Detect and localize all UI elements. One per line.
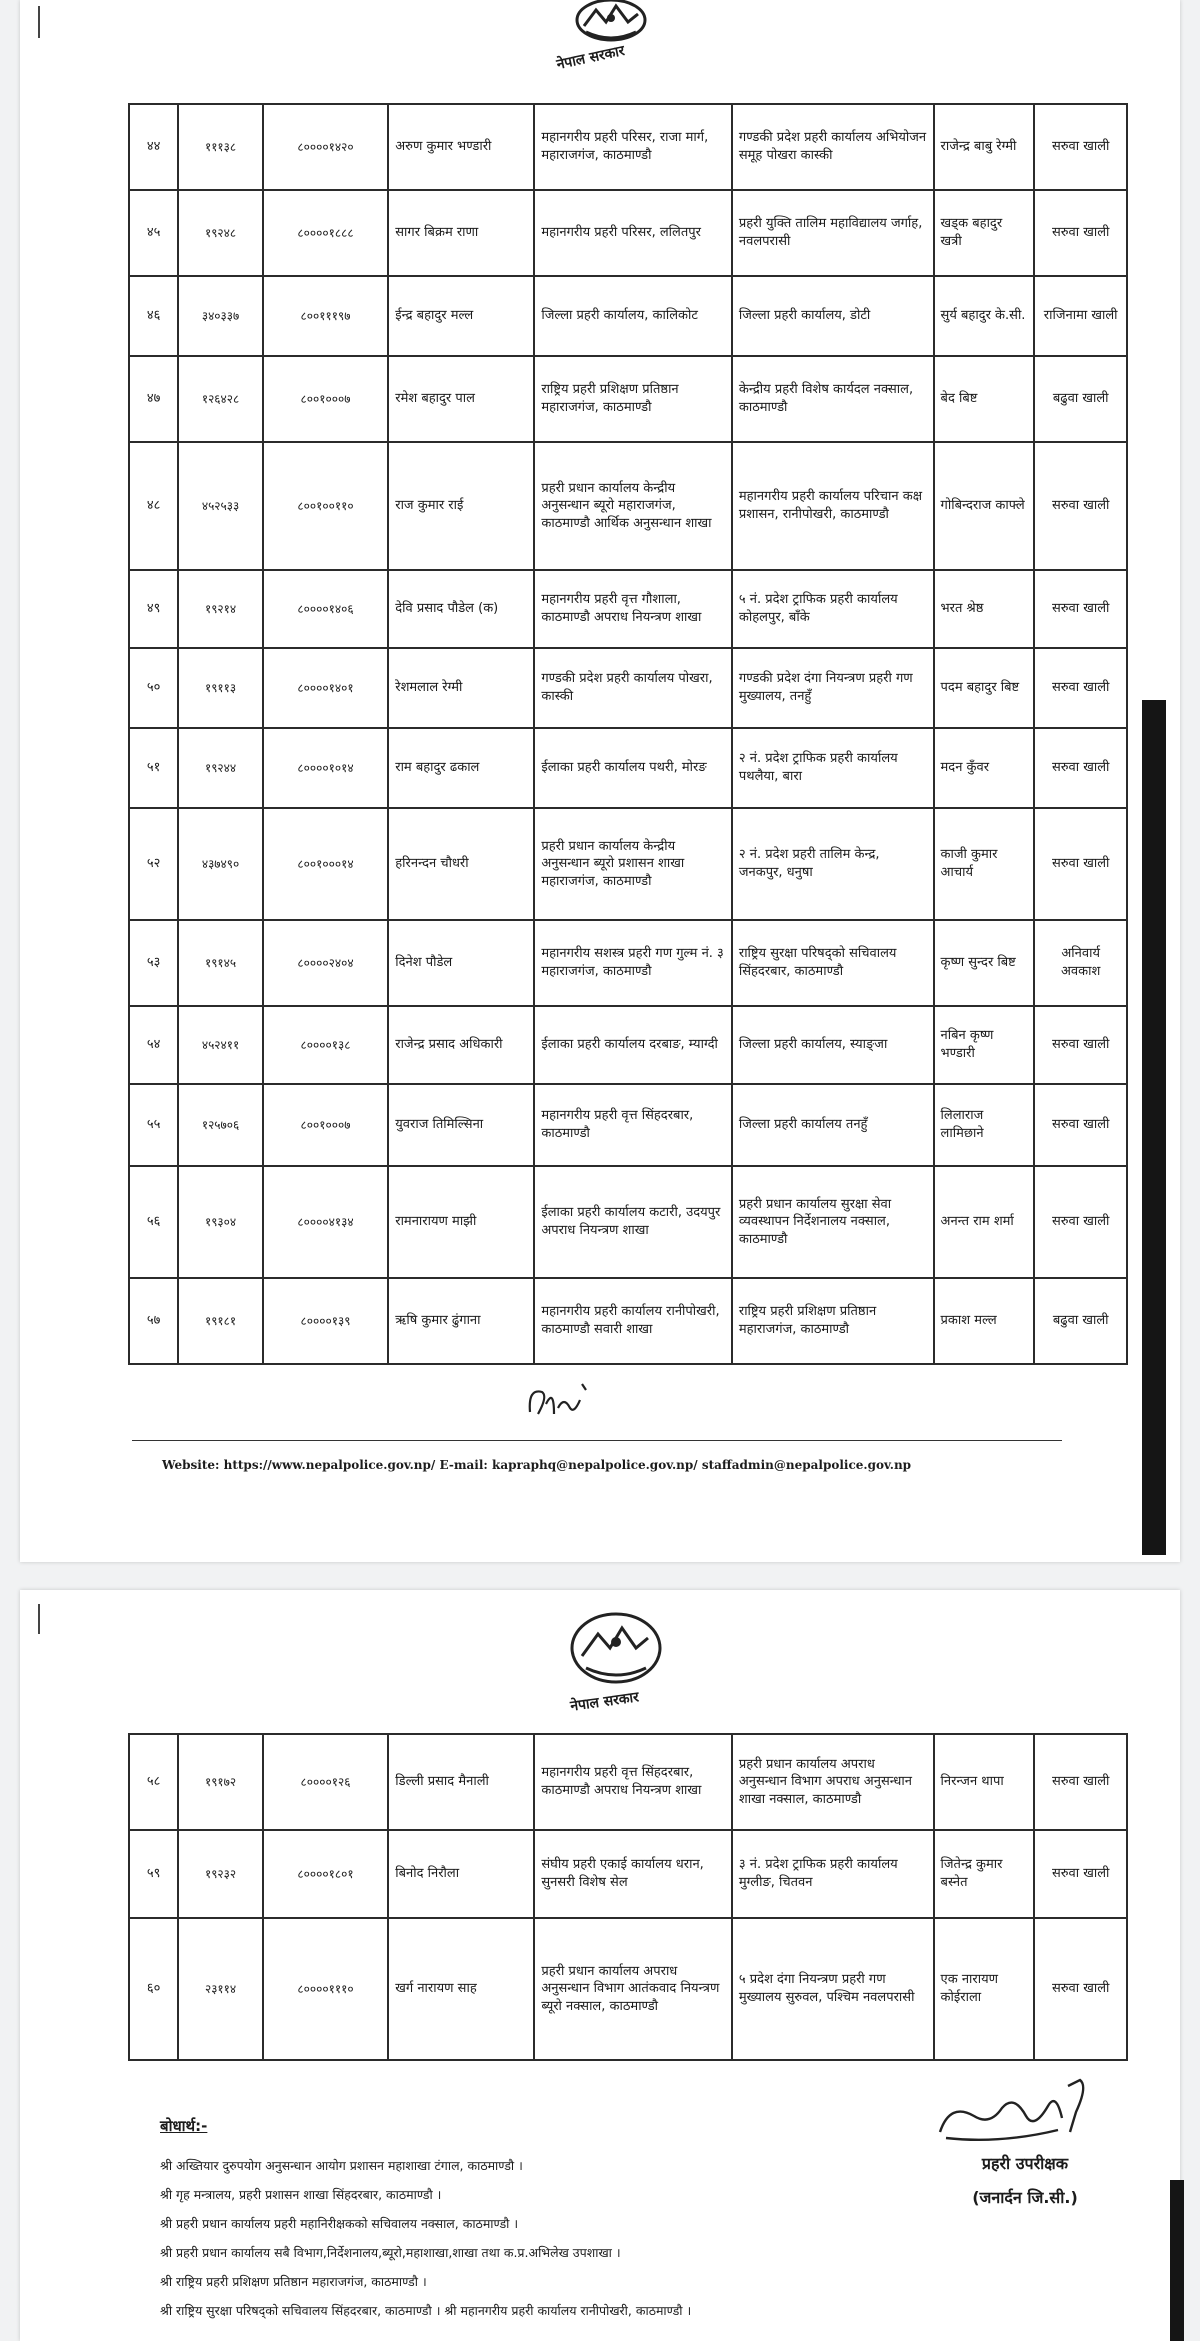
police-id-cell: १९३०४ [178, 1166, 262, 1278]
officer-name-cell: देवि प्रसाद पौडेल (क) [388, 570, 534, 648]
remark-cell: अनिवार्य अवकाश [1034, 920, 1127, 1006]
replaced-officer-cell: जितेन्द्र कुमार बस्नेत [934, 1830, 1035, 1918]
police-id-cell: १९२१४ [178, 570, 262, 648]
serial-number-cell: ५१ [129, 728, 178, 808]
new-office-cell: गण्डकी प्रदेश प्रहरी कार्यालय अभियोजन समूह पोखरा कास्की [732, 104, 934, 190]
table-row [129, 104, 1127, 190]
remark-cell: सरुवा खाली [1034, 190, 1127, 276]
transfer-table-page-2 [128, 1733, 1128, 2061]
officer-name-cell: हरिनन्दन चौधरी [388, 808, 534, 920]
officer-name-cell: बिनोद निरौला [388, 1830, 534, 1918]
replaced-officer-cell: भरत श्रेष्ठ [934, 570, 1035, 648]
current-office-cell: महानगरीय प्रहरी वृत्त सिंहदरबार, काठमाण्डौ अपराध नियन्त्रण शाखा [534, 1734, 732, 1830]
table-row [129, 1278, 1127, 1364]
seal-caption: नेपाल सरकार [569, 1689, 640, 1715]
table-body [129, 1734, 1127, 2060]
police-id-cell: १९१७२ [178, 1734, 262, 1830]
remark-cell: सरुवा खाली [1034, 1166, 1127, 1278]
police-id-cell: १९१४५ [178, 920, 262, 1006]
remark-cell: सरुवा खाली [1034, 1830, 1127, 1918]
replaced-officer-cell: लिलाराज लामिछाने [934, 1084, 1035, 1166]
current-office-cell: प्रहरी प्रधान कार्यालय अपराध अनुसन्धान विभाग आतंकवाद नियन्त्रण ब्यूरो नक्साल, काठमाण्डौ [534, 1918, 732, 2060]
police-id-cell: ४३७४९० [178, 808, 262, 920]
personnel-code-cell: ८००००१११० [263, 1918, 389, 2060]
new-office-cell: गण्डकी प्रदेश दंगा नियन्त्रण प्रहरी गण मुख्यालय, तनहुँ [732, 648, 934, 728]
table-row [129, 1734, 1127, 1830]
officer-name-cell: अरुण कुमार भण्डारी [388, 104, 534, 190]
footer-contact: Website: https://www.nepalpolice.gov.np/ E-mail: kapraphq@nepalpolice.gov.np/ staffadmin@nepalpolice.gov.np [162, 1458, 912, 1472]
officer-name-cell: राज कुमार राई [388, 442, 534, 570]
personnel-code-cell: ८००००१८८८ [263, 190, 389, 276]
page-edge-mark [38, 1604, 40, 1634]
signatory-title: प्रहरी उपरीक्षक [981, 2154, 1069, 2173]
remark-cell: सरुवा खाली [1034, 1084, 1127, 1166]
personnel-code-cell: ८००००१४२० [263, 104, 389, 190]
remark-cell: सरुवा खाली [1034, 808, 1127, 920]
new-office-cell: जिल्ला प्रहरी कार्यालय, डोटी [732, 276, 934, 356]
transfer-table-page-1 [128, 103, 1128, 1365]
serial-number-cell: ५३ [129, 920, 178, 1006]
current-office-cell: संघीय प्रहरी एकाई कार्यालय धरान, सुनसरी विशेष सेल [534, 1830, 732, 1918]
current-office-cell: ईलाका प्रहरी कार्यालय कटारी, उदयपुर अपराध नियन्त्रण शाखा [534, 1166, 732, 1278]
replaced-officer-cell: गोबिन्दराज काफ्ले [934, 442, 1035, 570]
remark-cell: सरुवा खाली [1034, 648, 1127, 728]
new-office-cell: ५ प्रदेश दंगा नियन्त्रण प्रहरी गण मुख्यालय सुरुवल, पश्चिम नवलपरासी [732, 1918, 934, 2060]
police-id-cell: ४५२४११ [178, 1006, 262, 1084]
remark-cell: सरुवा खाली [1034, 442, 1127, 570]
personnel-code-cell: ८००००१२६ [263, 1734, 389, 1830]
page-edge-mark [38, 6, 40, 38]
personnel-code-cell: ८००००१४०१ [263, 648, 389, 728]
remark-cell: बढुवा खाली [1034, 1278, 1127, 1364]
replaced-officer-cell: काजी कुमार आचार्य [934, 808, 1035, 920]
current-office-cell: महानगरीय प्रहरी वृत्त गौशाला, काठमाण्डौ अपराध नियन्त्रण शाखा [534, 570, 732, 648]
remark-cell: राजिनामा खाली [1034, 276, 1127, 356]
police-id-cell: १९२४८ [178, 190, 262, 276]
officer-name-cell: सागर बिक्रम राणा [388, 190, 534, 276]
replaced-officer-cell: अनन्त राम शर्मा [934, 1166, 1035, 1278]
personnel-code-cell: ८००१०००१४ [263, 808, 389, 920]
serial-number-cell: ४५ [129, 190, 178, 276]
new-office-cell: केन्द्रीय प्रहरी विशेष कार्यदल नक्साल, काठमाण्डौ [732, 356, 934, 442]
current-office-cell: महानगरीय प्रहरी परिसर, ललितपुर [534, 190, 732, 276]
table-row [129, 920, 1127, 1006]
new-office-cell: २ नं. प्रदेश ट्राफिक प्रहरी कार्यालय पथलैया, बारा [732, 728, 934, 808]
serial-number-cell: ४४ [129, 104, 178, 190]
serial-number-cell: ५४ [129, 1006, 178, 1084]
signatory-name: (जनार्दन जि.सी.) [972, 2188, 1078, 2207]
police-id-cell: ३४०३३७ [178, 276, 262, 356]
new-office-cell: प्रहरी युक्ति तालिम महाविद्यालय जर्गाह, नवलपरासी [732, 190, 934, 276]
officer-name-cell: डिल्ली प्रसाद मैनाली [388, 1734, 534, 1830]
police-id-cell: ४५२५३३ [178, 442, 262, 570]
police-id-cell: १११३८ [178, 104, 262, 190]
personnel-code-cell: ८००००१०१४ [263, 728, 389, 808]
current-office-cell: ईलाका प्रहरी कार्यालय पथरी, मोरङ [534, 728, 732, 808]
officer-signature [930, 2072, 1100, 2152]
officer-name-cell: रमेश बहादुर पाल [388, 356, 534, 442]
current-office-cell: महानगरीय प्रहरी कार्यालय रानीपोखरी, काठमाण्डौ सवारी शाखा [534, 1278, 732, 1364]
new-office-cell: महानगरीय प्रहरी कार्यालय परिचान कक्ष प्रशासन, रानीपोखरी, काठमाण्डौ [732, 442, 934, 570]
serial-number-cell: ५२ [129, 808, 178, 920]
replaced-officer-cell: निरन्जन थापा [934, 1734, 1035, 1830]
table-row [129, 356, 1127, 442]
table-row [129, 1166, 1127, 1278]
current-office-cell: महानगरीय सशस्त्र प्रहरी गण गुल्म नं. ३ महाराजगंज, काठमाण्डौ [534, 920, 732, 1006]
personnel-code-cell: ८००१११९७ [263, 276, 389, 356]
personnel-code-cell: ८००००१३८ [263, 1006, 389, 1084]
serial-number-cell: ४७ [129, 356, 178, 442]
new-office-cell: राष्ट्रिय सुरक्षा परिषद्को सचिवालय सिंहदरबार, काठमाण्डौ [732, 920, 934, 1006]
table-body [129, 104, 1127, 1364]
police-id-cell: १९११३ [178, 648, 262, 728]
remark-cell: बढुवा खाली [1034, 356, 1127, 442]
personnel-code-cell: ८००००२४०४ [263, 920, 389, 1006]
officer-name-cell: ईन्द्र बहादुर मल्ल [388, 276, 534, 356]
personnel-code-cell: ८००१००११० [263, 442, 389, 570]
remark-cell: सरुवा खाली [1034, 1006, 1127, 1084]
table-row [129, 570, 1127, 648]
table-row [129, 1084, 1127, 1166]
table-row [129, 808, 1127, 920]
officer-name-cell: ऋषि कुमार ढुंगाना [388, 1278, 534, 1364]
current-office-cell: गण्डकी प्रदेश प्रहरी कार्यालय पोखरा, कास्की [534, 648, 732, 728]
police-id-cell: १२६४२८ [178, 356, 262, 442]
police-id-cell: १९२४४ [178, 728, 262, 808]
replaced-officer-cell: प्रकाश मल्ल [934, 1278, 1035, 1364]
table-row [129, 1006, 1127, 1084]
scan-edge-shadow [1170, 2180, 1184, 2341]
cc-recipient: श्री राष्ट्रिय प्रहरी प्रशिक्षण प्रतिष्ठान महाराजगंज, काठमाण्डौ । [160, 2274, 427, 2289]
personnel-code-cell: ८००००१४०६ [263, 570, 389, 648]
new-office-cell: जिल्ला प्रहरी कार्यालय, स्याङ्जा [732, 1006, 934, 1084]
cc-recipient: श्री गृह मन्त्रालय, प्रहरी प्रशासन शाखा सिंहदरबार, काठमाण्डौ । [160, 2187, 442, 2202]
cc-recipient: श्री अख्तियार दुरुपयोग अनुसन्धान आयोग प्रशासन महाशाखा टंगाल, काठमाण्डौ । [160, 2158, 523, 2173]
serial-number-cell: ५६ [129, 1166, 178, 1278]
table-row [129, 1918, 1127, 2060]
personnel-code-cell: ८००००१३९ [263, 1278, 389, 1364]
replaced-officer-cell: खड्क बहादुर खत्री [934, 190, 1035, 276]
officer-name-cell: खर्ग नारायण साह [388, 1918, 534, 2060]
serial-number-cell: ५८ [129, 1734, 178, 1830]
replaced-officer-cell: बेद बिष्ट [934, 356, 1035, 442]
officer-name-cell: रामनारायण माझी [388, 1166, 534, 1278]
replaced-officer-cell: नबिन कृष्ण भण्डारी [934, 1006, 1035, 1084]
current-office-cell: प्रहरी प्रधान कार्यालय केन्द्रीय अनुसन्धान ब्यूरो प्रशासन शाखा महाराजगंज, काठमाण्डौ [534, 808, 732, 920]
personnel-code-cell: ८००१०००७ [263, 1084, 389, 1166]
serial-number-cell: ६० [129, 1918, 178, 2060]
officer-name-cell: दिनेश पौडेल [388, 920, 534, 1006]
new-office-cell: २ नं. प्रदेश प्रहरी तालिम केन्द्र, जनकपुर, धनुषा [732, 808, 934, 920]
serial-number-cell: ४६ [129, 276, 178, 356]
officer-name-cell: रेशमलाल रेग्मी [388, 648, 534, 728]
current-office-cell: महानगरीय प्रहरी वृत्त सिंहदरबार, काठमाण्डौ [534, 1084, 732, 1166]
table-row [129, 442, 1127, 570]
serial-number-cell: ४८ [129, 442, 178, 570]
cc-recipient: श्री राष्ट्रिय सुरक्षा परिषद्को सचिवालय सिंहदरबार, काठमाण्डौ । श्री महानगरीय प्रहरी कार्यालय रानीपोखरी, काठमाण्डौ । [160, 2303, 692, 2318]
scan-edge-shadow [1142, 700, 1166, 1555]
new-office-cell: राष्ट्रिय प्रहरी प्रशिक्षण प्रतिष्ठान महाराजगंज, काठमाण्डौ [732, 1278, 934, 1364]
replaced-officer-cell: पदम बहादुर बिष्ट [934, 648, 1035, 728]
initials-signature [524, 1378, 594, 1422]
footer-divider [132, 1440, 1062, 1441]
police-id-cell: १२५७०६ [178, 1084, 262, 1166]
personnel-code-cell: ८००००१८०१ [263, 1830, 389, 1918]
replaced-officer-cell: सुर्य बहादुर के.सी. [934, 276, 1035, 356]
replaced-officer-cell: एक नारायण कोईराला [934, 1918, 1035, 2060]
table-row [129, 1830, 1127, 1918]
current-office-cell: राष्ट्रिय प्रहरी प्रशिक्षण प्रतिष्ठान महाराजगंज, काठमाण्डौ [534, 356, 732, 442]
remark-cell: सरुवा खाली [1034, 104, 1127, 190]
new-office-cell: ३ नं. प्रदेश ट्राफिक प्रहरी कार्यालय मुग्लीङ, चितवन [732, 1830, 934, 1918]
police-id-cell: २३११४ [178, 1918, 262, 2060]
replaced-officer-cell: मदन कुँवर [934, 728, 1035, 808]
police-id-cell: १९२३२ [178, 1830, 262, 1918]
remark-cell: सरुवा खाली [1034, 1734, 1127, 1830]
new-office-cell: जिल्ला प्रहरी कार्यालय तनहुँ [732, 1084, 934, 1166]
remark-cell: सरुवा खाली [1034, 728, 1127, 808]
seal-caption: नेपाल सरकार [555, 42, 627, 73]
serial-number-cell: ५५ [129, 1084, 178, 1166]
personnel-code-cell: ८००००४१३४ [263, 1166, 389, 1278]
cc-recipient: श्री प्रहरी प्रधान कार्यालय प्रहरी महानिरीक्षकको सचिवालय नक्साल, काठमाण्डौ । [160, 2216, 519, 2231]
serial-number-cell: ५० [129, 648, 178, 728]
replaced-officer-cell: राजेन्द्र बाबु रेग्मी [934, 104, 1035, 190]
remark-cell: सरुवा खाली [1034, 570, 1127, 648]
new-office-cell: प्रहरी प्रधान कार्यालय सुरक्षा सेवा व्यवस्थापन निर्देशनालय नक्साल, काठमाण्डौ [732, 1166, 934, 1278]
table-row [129, 190, 1127, 276]
serial-number-cell: ५९ [129, 1830, 178, 1918]
current-office-cell: जिल्ला प्रहरी कार्यालय, कालिकोट [534, 276, 732, 356]
nepal-government-seal [556, 1612, 676, 1692]
table-row [129, 648, 1127, 728]
table-row [129, 276, 1127, 356]
serial-number-cell: ४९ [129, 570, 178, 648]
table-row [129, 728, 1127, 808]
police-id-cell: १९१८१ [178, 1278, 262, 1364]
replaced-officer-cell: कृष्ण सुन्दर बिष्ट [934, 920, 1035, 1006]
remark-cell: सरुवा खाली [1034, 1918, 1127, 2060]
current-office-cell: महानगरीय प्रहरी परिसर, राजा मार्ग, महाराजगंज, काठमाण्डौ [534, 104, 732, 190]
cc-recipient: श्री प्रहरी प्रधान कार्यालय सबै विभाग,निर्देशनालय,ब्यूरो,महाशाखा,शाखा तथा क.प्र.अभिलेख उपशाखा । [160, 2245, 621, 2260]
current-office-cell: प्रहरी प्रधान कार्यालय केन्द्रीय अनुसन्धान ब्यूरो महाराजगंज, काठमाण्डौ आर्थिक अनुसन्धान शाखा [534, 442, 732, 570]
officer-name-cell: युवराज तिमिल्सिना [388, 1084, 534, 1166]
officer-name-cell: राम बहादुर ढकाल [388, 728, 534, 808]
current-office-cell: ईलाका प्रहरी कार्यालय दरबाङ, म्याग्दी [534, 1006, 732, 1084]
new-office-cell: ५ नं. प्रदेश ट्राफिक प्रहरी कार्यालय कोहलपुर, बाँके [732, 570, 934, 648]
personnel-code-cell: ८००१०००७ [263, 356, 389, 442]
cc-heading: बोधार्थ:- [160, 2117, 208, 2135]
serial-number-cell: ५७ [129, 1278, 178, 1364]
officer-name-cell: राजेन्द्र प्रसाद अधिकारी [388, 1006, 534, 1084]
new-office-cell: प्रहरी प्रधान कार्यालय अपराध अनुसन्धान विभाग अपराध अनुसन्धान शाखा नक्साल, काठमाण्डौ [732, 1734, 934, 1830]
